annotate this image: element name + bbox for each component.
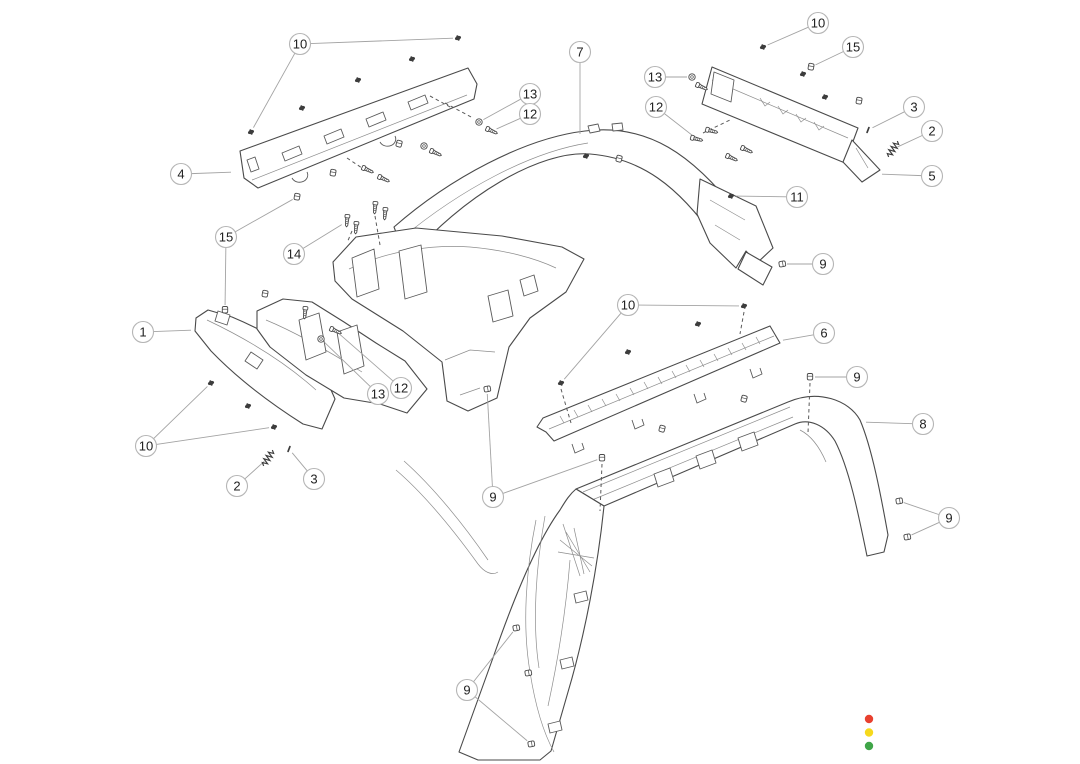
fastener-screw-icon: [705, 127, 718, 135]
callout-leader-line: [245, 461, 264, 479]
callout-2-b[interactable]: [922, 121, 943, 142]
fastener-rivet-icon: [759, 43, 767, 51]
callout-leader-line: [664, 113, 693, 135]
callout-9-e[interactable]: [813, 254, 834, 275]
callout-leader-line: [303, 225, 342, 249]
callout-10-a[interactable]: [290, 34, 311, 55]
status-red-indicator: [865, 715, 873, 723]
callout-leader-line: [483, 99, 520, 120]
callout-number-label: 10: [620, 297, 636, 313]
fastener-screw-icon: [372, 201, 378, 214]
callout-leader-line: [487, 394, 492, 487]
callout-leader-line: [564, 313, 621, 379]
callout-15-a[interactable]: [216, 227, 237, 248]
fastener-pin-icon: [866, 128, 870, 133]
status-green-indicator: [865, 742, 873, 750]
fastener-screw-icon: [429, 148, 442, 158]
callout-7[interactable]: [570, 42, 591, 63]
fastener-clip-icon: [659, 425, 666, 433]
callout-9-d[interactable]: [457, 680, 478, 701]
callout-15-b[interactable]: [843, 37, 864, 58]
fastener-rivet-icon: [408, 55, 416, 63]
callout-leader-line: [191, 172, 231, 173]
fastener-rivet-icon: [454, 34, 462, 42]
fastener-clip-icon: [396, 140, 403, 148]
part-8-drawing: [459, 396, 888, 760]
callout-leader-line: [736, 196, 787, 197]
callout-leader-line: [898, 135, 923, 147]
callout-10-c[interactable]: [618, 295, 639, 316]
fastener-rivet-icon: [799, 70, 807, 78]
callout-1[interactable]: [133, 322, 154, 343]
callout-leader-line: [225, 247, 226, 305]
fastener-rivet-icon: [694, 320, 702, 328]
callout-number-label: 11: [790, 189, 804, 205]
fastener-rivet-icon: [557, 379, 565, 387]
callout-number-label: 10: [292, 36, 308, 52]
assembly-dash-line: [740, 312, 744, 334]
callout-11[interactable]: [787, 187, 808, 208]
callout-number-label: 13: [370, 386, 386, 402]
callout-number-label: 9: [853, 369, 861, 385]
callout-9-b[interactable]: [939, 508, 960, 529]
callout-number-label: 9: [489, 489, 497, 505]
fastener-screw-icon: [740, 145, 753, 155]
callout-leader-line: [497, 118, 521, 129]
callout-number-label: 13: [647, 69, 663, 85]
callout-number-label: 8: [919, 416, 927, 432]
callout-number-label: 3: [310, 471, 318, 487]
callout-leader-line: [768, 27, 809, 45]
fastener-rivet-icon: [624, 348, 632, 356]
fastener-clip-icon: [484, 386, 491, 392]
callout-leader-line: [153, 330, 191, 331]
fastener-clip-icon: [262, 290, 268, 297]
callout-5[interactable]: [922, 166, 943, 187]
callout-number-label: 2: [233, 478, 241, 494]
callout-leader-line: [235, 199, 292, 231]
fastener-rivet-icon: [740, 302, 748, 310]
fastener-clip-icon: [896, 498, 903, 504]
fastener-clip-icon: [513, 625, 520, 631]
callout-leader-line: [154, 386, 208, 438]
fastener-washer-icon: [476, 119, 482, 125]
callout-3-b[interactable]: [904, 97, 925, 118]
status-traffic-light: [865, 715, 873, 750]
callout-leader-line: [872, 112, 904, 128]
callout-4[interactable]: [171, 164, 192, 185]
callout-10-b[interactable]: [136, 436, 157, 457]
assembly-dash-line: [347, 231, 352, 243]
fastener-rivet-icon: [247, 128, 255, 136]
fastener-spring-icon: [260, 449, 275, 467]
fastener-clip-icon: [599, 455, 604, 461]
callout-number-label: 14: [286, 246, 302, 262]
callout-leader-line: [310, 38, 453, 43]
fastener-screw-icon: [377, 174, 390, 184]
fastener-rivet-icon: [821, 93, 829, 101]
callout-leader-line: [912, 522, 940, 535]
callout-13-c[interactable]: [645, 67, 666, 88]
callout-number-label: 15: [218, 229, 234, 245]
callout-number-label: 9: [463, 682, 471, 698]
sail-trim-wires: [396, 461, 498, 574]
callout-number-label: 4: [177, 166, 185, 182]
fastener-clip-icon: [616, 155, 623, 163]
fastener-screw-icon: [353, 221, 359, 234]
fastener-clip-icon: [294, 193, 300, 200]
fastener-rivet-icon: [298, 104, 306, 112]
fastener-pin-icon: [287, 447, 291, 452]
fastener-rivet-icon: [270, 423, 278, 431]
fastener-clip-icon: [807, 374, 812, 380]
callout-number-label: 10: [810, 15, 826, 31]
fastener-clip-icon: [222, 307, 227, 313]
fastener-screw-icon: [485, 126, 498, 136]
callout-number-label: 10: [138, 438, 154, 454]
callout-10-d[interactable]: [808, 13, 829, 34]
callout-9-a[interactable]: [847, 367, 868, 388]
fastener-washer-icon: [689, 74, 695, 80]
callout-number-label: 12: [522, 106, 538, 122]
callout-leader-line: [783, 335, 814, 340]
callout-number-label: 2: [928, 123, 936, 139]
callout-number-label: 9: [819, 256, 827, 272]
callout-2-a[interactable]: [227, 476, 248, 497]
fastener-washer-icon: [318, 336, 324, 342]
callout-number-label: 13: [522, 86, 538, 102]
callout-number-label: 6: [820, 325, 828, 341]
callout-number-label: 5: [928, 168, 936, 184]
fastener-screw-icon: [725, 153, 738, 163]
callout-12-a[interactable]: [520, 104, 541, 125]
fastener-clip-icon: [525, 670, 532, 676]
callout-3-a[interactable]: [304, 469, 325, 490]
part-11-bracket-drawing: [697, 179, 773, 285]
fastener-clip-icon: [528, 741, 535, 747]
fastener-screw-icon: [690, 135, 703, 143]
callout-9-c[interactable]: [483, 487, 504, 508]
part-5-rail-drawing: [702, 67, 880, 182]
callout-13-a[interactable]: [520, 84, 541, 105]
callout-8[interactable]: [913, 414, 934, 435]
callout-number-label: 12: [393, 380, 409, 396]
callout-number-label: 3: [910, 99, 918, 115]
callout-leader-line: [253, 53, 294, 127]
fastener-clip-icon: [741, 395, 748, 403]
fastener-screw-icon: [361, 165, 374, 175]
fastener-clip-icon: [808, 63, 814, 70]
callout-number-label: 7: [576, 44, 584, 60]
callout-12-b[interactable]: [391, 378, 412, 399]
callout-leader-line: [292, 453, 307, 471]
callout-leader-line: [882, 174, 922, 175]
fastener-rivet-icon: [207, 379, 215, 387]
callout-14[interactable]: [284, 244, 305, 265]
callout-number-label: 9: [945, 510, 953, 526]
parts-drawings: [195, 67, 888, 760]
callout-number-label: 15: [845, 39, 861, 55]
callout-leader-line: [816, 52, 844, 65]
status-yellow-indicator: [865, 728, 873, 736]
fastener-clip-icon: [904, 534, 911, 540]
callout-leader-line: [866, 422, 913, 424]
part-4-drawing: [240, 68, 477, 188]
callout-number-label: 12: [648, 99, 664, 115]
callout-12-c[interactable]: [646, 97, 667, 118]
callout-leader-line: [156, 428, 269, 445]
assembly-dash-line: [347, 158, 362, 168]
fastener-rivet-icon: [354, 76, 362, 84]
fastener-screw-icon: [382, 207, 388, 220]
fastener-washer-icon: [421, 143, 427, 149]
fastener-screw-icon: [344, 214, 350, 227]
fastener-clip-icon: [330, 169, 336, 176]
fastener-rivet-icon: [244, 402, 252, 410]
fastener-clip-icon: [779, 261, 786, 267]
fastener-clip-icon: [856, 97, 862, 104]
callout-13-b[interactable]: [368, 384, 389, 405]
callout-leader-line: [638, 305, 739, 306]
callout-leader-line: [904, 503, 939, 515]
fastener-spring-icon: [885, 140, 900, 158]
callout-number-label: 1: [139, 324, 147, 340]
callout-6[interactable]: [814, 323, 835, 344]
